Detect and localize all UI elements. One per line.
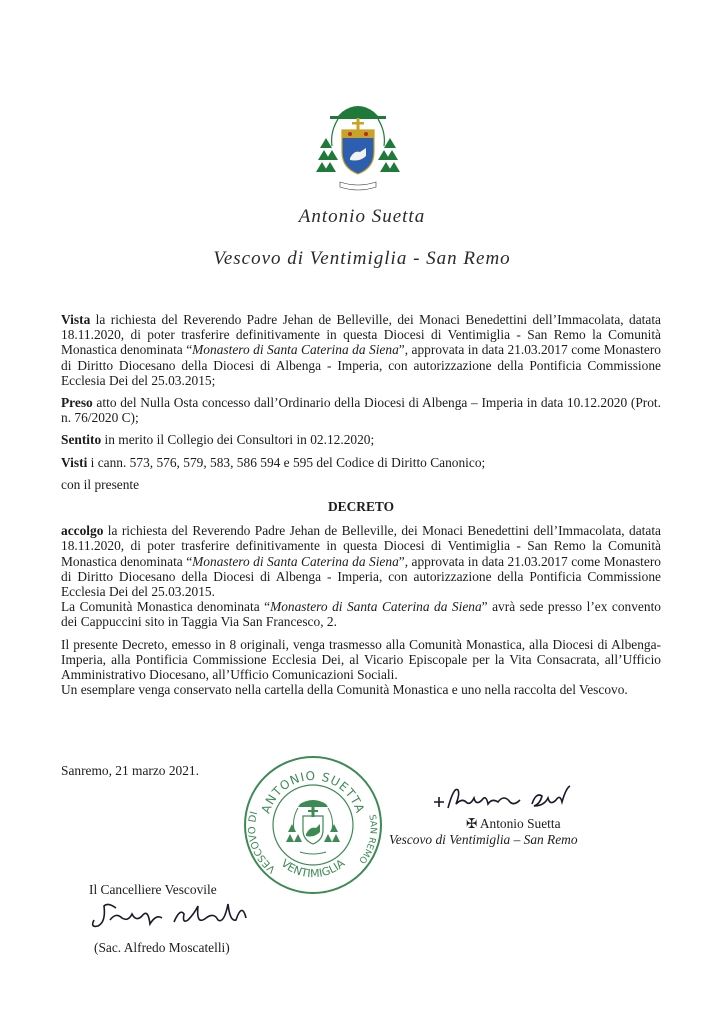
lead-word: Sentito bbox=[61, 432, 102, 448]
svg-text:VENTIMIGLIA: VENTIMIGLIA bbox=[278, 856, 348, 881]
paragraph-text: la richiesta del Reverendo Padre Jehan de Belleville, dei Monaci Benedettini dell’Immacolata, datata 18.11.2020, di poter trasferire definitivamente in questa Diocesi di Ventimiglia - San Remo la Comunità Monastica denominata “ bbox=[61, 523, 661, 569]
svg-text:VESCOVO DI: VESCOVO DI bbox=[247, 810, 278, 875]
monastery-name: Monastero di Santa Caterina da Siena bbox=[192, 553, 399, 569]
bishop-title: Vescovo di Ventimiglia – San Remo bbox=[389, 832, 578, 847]
decree-body bbox=[61, 312, 661, 704]
decree-heading: DECRETO bbox=[328, 499, 394, 515]
paragraph-accolgo bbox=[61, 523, 661, 599]
lead-word: accolgo bbox=[61, 523, 104, 539]
coat-of-arms-icon bbox=[316, 98, 400, 194]
paragraph-esemplare: Un esemplare venga conservato nella cartella della Comunità Monastica e uno nella raccolta del Vescovo. bbox=[61, 682, 628, 698]
paragraph-text: la richiesta del Reverendo Padre Jehan de Belleville, dei Monaci Benedettini dell’Immacolata, datata 18.11.2020, di poter trasferire definitivamente in questa Diocesi di Ventimiglia - San Remo la Comunità Monastica denominata “ bbox=[61, 312, 661, 358]
lead-word: Vista bbox=[61, 312, 91, 327]
paragraph-preso bbox=[61, 395, 661, 425]
bishop-title-heading: Vescovo di Ventimiglia - San Remo bbox=[213, 248, 511, 269]
chancellor-signature-icon bbox=[86, 898, 256, 932]
decree-date: Sanremo, 21 marzo 2021. bbox=[61, 763, 199, 778]
paragraph-vista bbox=[61, 312, 661, 388]
paragraph-text: ” avrà sede presso l’ex convento dei Cappuccini sito in Taggia Via San Francesco, 2. bbox=[61, 599, 661, 630]
paragraph-text: ”, approvata in data 21.03.2017 come Monastero di Diritto Diocesano della Diocesi di Albenga - Imperia, con autorizzazione della Pontificia Commissione Ecclesia Dei del 25.03.2015. bbox=[61, 553, 661, 600]
paragraph-con: con il presente bbox=[61, 476, 140, 492]
lead-word: Visti bbox=[61, 454, 88, 470]
paragraph-visti bbox=[61, 455, 661, 470]
paragraph-sede bbox=[61, 599, 661, 629]
chancellor-name: (Sac. Alfredo Moscatelli) bbox=[94, 940, 230, 955]
paragraph-text: in merito il Collegio dei Consultori in 02.12.2020; bbox=[101, 432, 375, 448]
paragraph-text: ”, approvata in data 21.03.2017 come Monastero di Diritto Diocesano della Diocesi di Albenga - Imperia, con autorizzazione della Pontificia Commissione Ecclesia Dei del 25.03.2015; bbox=[61, 342, 661, 388]
paragraph-presente: Il presente Decreto, emesso in 8 originali, venga trasmesso alla Comunità Monastica, alla Diocesi di Albenga-Imperia, alla Pontificia Commissione Ecclesia Dei, al Vicario Episcopale per la Vita Consacrata, all’Ufficio Amministrativo Diocesano, all’Ufficio Comunicazioni Sociali. bbox=[61, 636, 661, 683]
chancellor-label: Il Cancelliere Vescovile bbox=[89, 882, 217, 897]
diocesan-seal-icon bbox=[240, 752, 386, 898]
paragraph-text: atto del Nulla Osta concesso dall’Ordinario della Diocesi di Albenga – Imperia in data 10.12.2020 (Prot. n. 76/2020 C); bbox=[61, 395, 661, 426]
paragraph-sentito bbox=[61, 432, 661, 447]
bishop-signature-icon bbox=[428, 780, 578, 816]
svg-text:ANTONIO SUETTA: ANTONIO SUETTA bbox=[258, 768, 368, 816]
monastery-name: Monastero di Santa Caterina da Siena bbox=[270, 599, 482, 615]
svg-text:SAN REMO: SAN REMO bbox=[356, 813, 378, 866]
bishop-name-heading: Antonio Suetta bbox=[298, 206, 426, 227]
bishop-name: ✠ Antonio Suetta bbox=[466, 816, 561, 831]
lead-word: Preso bbox=[61, 395, 93, 411]
paragraph-text: i cann. 573, 576, 579, 583, 586 594 e 595 del Codice di Diritto Canonico; bbox=[87, 454, 486, 470]
monastery-name: Monastero di Santa Caterina da Siena bbox=[192, 342, 399, 358]
paragraph-text: La Comunità Monastica denominata “ bbox=[61, 599, 271, 615]
